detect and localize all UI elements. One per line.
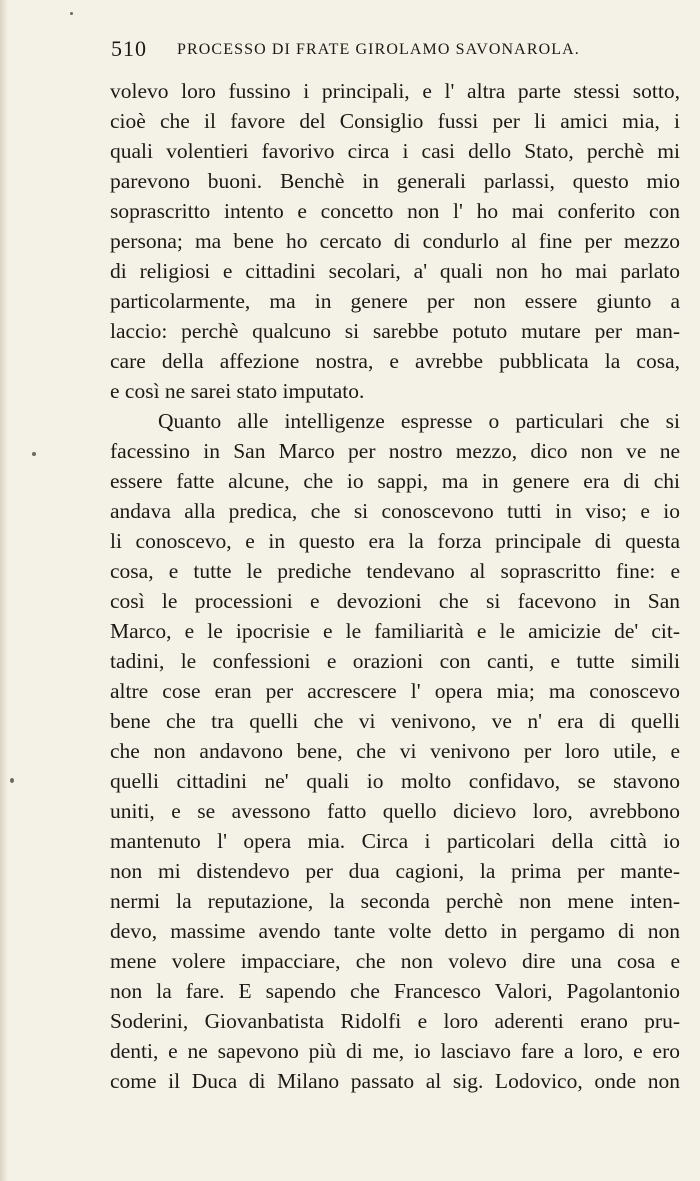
text-line: andava alla predica, che si conoscevono tutti in viso; e io bbox=[110, 499, 680, 523]
text-line: non mi distendevo per dua cagioni, la prima per mante- bbox=[110, 859, 680, 883]
text-line: facessino in San Marco per nostro mezzo, dico non ve ne bbox=[110, 439, 680, 463]
text-line: come il Duca di Milano passato al sig. Lodovico, onde non bbox=[110, 1069, 680, 1093]
text-line: cioè che il favore del Consiglio fussi per li amici mia, i bbox=[110, 109, 680, 133]
text-line: persona; ma bene ho cercato di condurlo al fine per mezzo bbox=[110, 229, 680, 253]
text-line: uniti, e se avessono fatto quello dicievo loro, avrebbono bbox=[110, 799, 680, 823]
text-line: quelli cittadini ne' quali io molto confidavo, se stavono bbox=[110, 769, 680, 793]
speck-mark bbox=[10, 778, 14, 783]
text-line: soprascritto intento e concetto non l' ho mai conferito con bbox=[110, 199, 680, 223]
text-line: così le processioni e devozioni che si facevono in San bbox=[110, 589, 680, 613]
text-line: Marco, e le ipocrisie e le familiarità e le amicizie de' cit- bbox=[110, 619, 680, 643]
page-header bbox=[111, 36, 681, 66]
text-line: tadini, le confessioni e orazioni con canti, e tutte simili bbox=[110, 649, 680, 673]
speck-mark bbox=[70, 12, 73, 15]
text-line: quali volentieri favorivo circa i casi dello Stato, perchè mi bbox=[110, 139, 680, 163]
text-line: devo, massime avendo tante volte detto in pergamo di non bbox=[110, 919, 680, 943]
text-line: altre cose eran per accrescere l' opera mia; ma conoscevo bbox=[110, 679, 680, 703]
text-line: mene volere impacciare, che non volevo dire una cosa e bbox=[110, 949, 680, 973]
body-text bbox=[110, 76, 680, 1096]
text-line: nermi la reputazione, la seconda perchè non mene inten- bbox=[110, 889, 680, 913]
text-line: cosa, e tutte le prediche tendevano al soprascritto fine: e bbox=[110, 559, 680, 583]
text-line: Soderini, Giovanbatista Ridolfi e loro aderenti erano pru- bbox=[110, 1009, 680, 1033]
text-line: parevono buoni. Benchè in generali parlassi, questo mio bbox=[110, 169, 680, 193]
text-line: laccio: perchè qualcuno si sarebbe potuto mutare per man- bbox=[110, 319, 680, 343]
text-line: non la fare. E sapendo che Francesco Valori, Pagolantonio bbox=[110, 979, 680, 1003]
text-line: che non andavono bene, che vi venivono per loro utile, e bbox=[110, 739, 680, 763]
text-line: care della affezione nostra, e avrebbe pubblicata la cosa, bbox=[110, 349, 680, 373]
text-line: denti, e ne sapevono più di me, io lasciavo fare a loro, e ero bbox=[110, 1039, 680, 1063]
text-line: bene che tra quelli che vi venivono, ve n' era di quelli bbox=[110, 709, 680, 733]
text-line: essere fatte alcune, che io sappi, ma in genere era di chi bbox=[110, 469, 680, 493]
text-line: Quanto alle intelligenze espresse o particulari che si bbox=[158, 409, 680, 433]
text-line: di religiosi e cittadini secolari, a' quali non ho mai parlato bbox=[110, 259, 680, 283]
text-line: particolarmente, ma in genere per non essere giunto a bbox=[110, 289, 680, 313]
page-number: 510 bbox=[111, 36, 147, 61]
text-line: volevo loro fussino i principali, e l' altra parte stessi sotto, bbox=[110, 79, 680, 103]
running-head: PROCESSO DI FRATE GIROLAMO SAVONAROLA. bbox=[177, 41, 580, 58]
text-line: e così ne sarei stato imputato. bbox=[110, 379, 365, 403]
text-line: li conoscevo, e in questo era la forza principale di questa bbox=[110, 529, 680, 553]
page-edge-shadow bbox=[0, 0, 8, 1181]
speck-mark bbox=[32, 452, 36, 456]
text-line: mantenuto l' opera mia. Circa i particolari della città io bbox=[110, 829, 680, 853]
